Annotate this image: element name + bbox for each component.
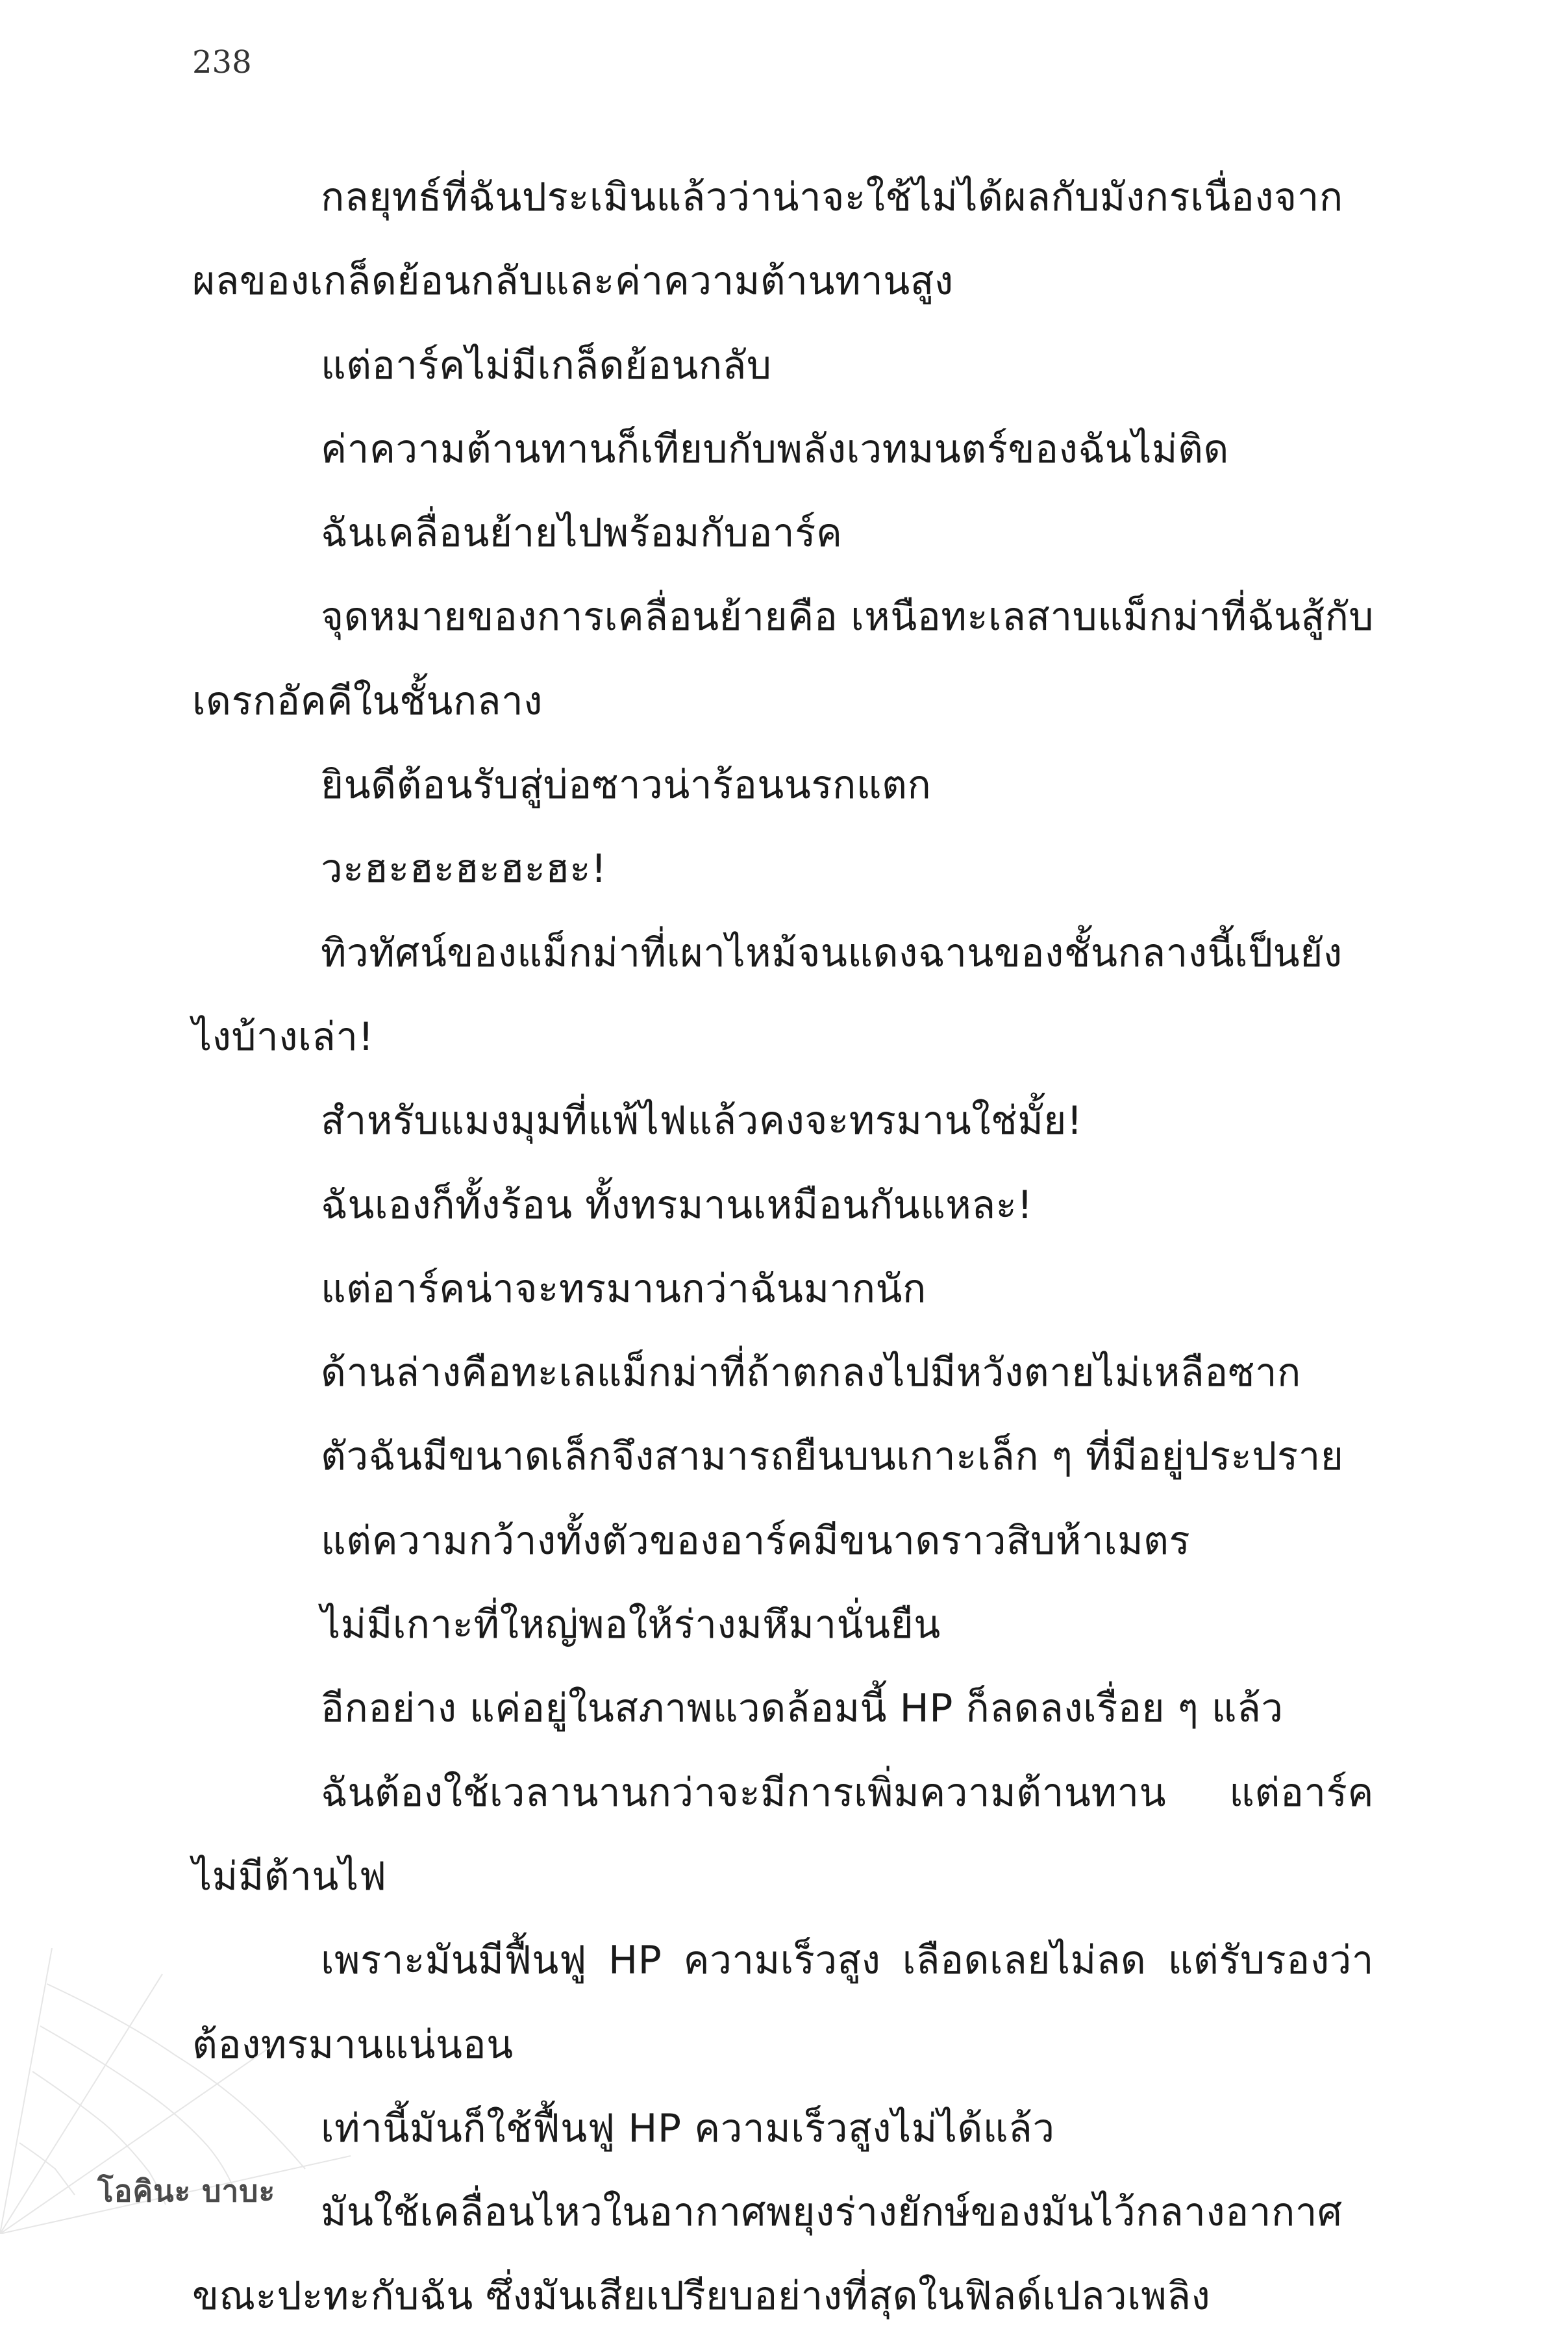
paragraph: ค่าความต้านทานก็เทียบกับพลังเวทมนตร์ของฉันไม่ติด bbox=[321, 426, 1229, 472]
footer-author: โอคินะ บาบะ bbox=[97, 2173, 276, 2208]
paragraph: ฉันเคลื่อนย้ายไปพร้อมกับอาร์ค bbox=[321, 510, 843, 557]
paragraph: ยินดีต้อนรับสู่บ่อซาวน่าร้อนนรกแตก bbox=[321, 762, 932, 808]
paragraph: วะฮะฮะฮะฮะฮะ! bbox=[321, 846, 607, 892]
paragraph: สำหรับแมงมุมที่แพ้ไฟแล้วคงจะทรมานใช่มั้ย! bbox=[321, 1098, 1083, 1144]
paragraph: เท่านี้มันก็ใช้ฟื้นฟู HP ความเร็วสูงไม่ได้แล้ว bbox=[321, 2105, 1055, 2151]
body-text bbox=[192, 156, 1374, 2339]
paragraph: ตัวฉันมีขนาดเล็กจึงสามารถยืนบนเกาะเล็ก ๆ ที่มีอยู่ประปราย bbox=[321, 1434, 1344, 1480]
page-number: 238 bbox=[192, 44, 252, 81]
paragraph: กลยุทธ์ที่ฉันประเมินแล้วว่าน่าจะใช้ไม่ได้ผลกับมังกรเนื่องจากผลของเกล็ดย้อนกลับและค่าความต้านทานสูง bbox=[192, 175, 1343, 305]
paragraph: จุดหมายของการเคลื่อนย้ายคือ เหนือทะเลสาบแม็กม่าที่ฉันสู้กับเดรกอัคคีในชั้นกลาง bbox=[192, 594, 1374, 724]
paragraph: เพราะมันมีฟื้นฟู HP ความเร็วสูง เลือดเลยไม่ลด แต่รับรองว่าต้องทรมานแน่นอน bbox=[192, 1938, 1374, 2068]
paragraph: ฉันเองก็ทั้งร้อน ทั้งทรมานเหมือนกันแหละ! bbox=[321, 1182, 1033, 1228]
paragraph: ด้านล่างคือทะเลแม็กม่าที่ถ้าตกลงไปมีหวังตายไม่เหลือซาก bbox=[321, 1350, 1301, 1396]
paragraph: ฉันต้องใช้เวลานานกว่าจะมีการเพิ่มความต้านทาน แต่อาร์คไม่มีต้านไฟ bbox=[192, 1770, 1374, 1899]
paragraph: แต่อาร์คน่าจะทรมานกว่าฉันมากนัก bbox=[321, 1266, 927, 1312]
paragraph: ไม่มีเกาะที่ใหญ่พอให้ร่างมหึมานั่นยืน bbox=[321, 1602, 941, 1648]
paragraph: แต่ความกว้างทั้งตัวของอาร์คมีขนาดราวสิบห้าเมตร bbox=[321, 1518, 1191, 1564]
paragraph: แต่อาร์คไม่มีเกล็ดย้อนกลับ bbox=[321, 342, 772, 388]
paragraph: มันใช้เคลื่อนไหวในอากาศพยุงร่างยักษ์ของมันไว้กลางอากาศขณะปะทะกับฉัน ซึ่งมันเสียเปรียบอย่างที่สุดในฟิลด์เปลวเพลิง bbox=[192, 2190, 1343, 2320]
paragraph: ทิวทัศน์ของแม็กม่าที่เผาไหม้จนแดงฉานของชั้นกลางนี้เป็นยังไงบ้างเล่า! bbox=[192, 930, 1343, 1060]
paragraph: อีกอย่าง แค่อยู่ในสภาพแวดล้อมนี้ HP ก็ลดลงเรื่อย ๆ แล้ว bbox=[321, 1686, 1284, 1732]
